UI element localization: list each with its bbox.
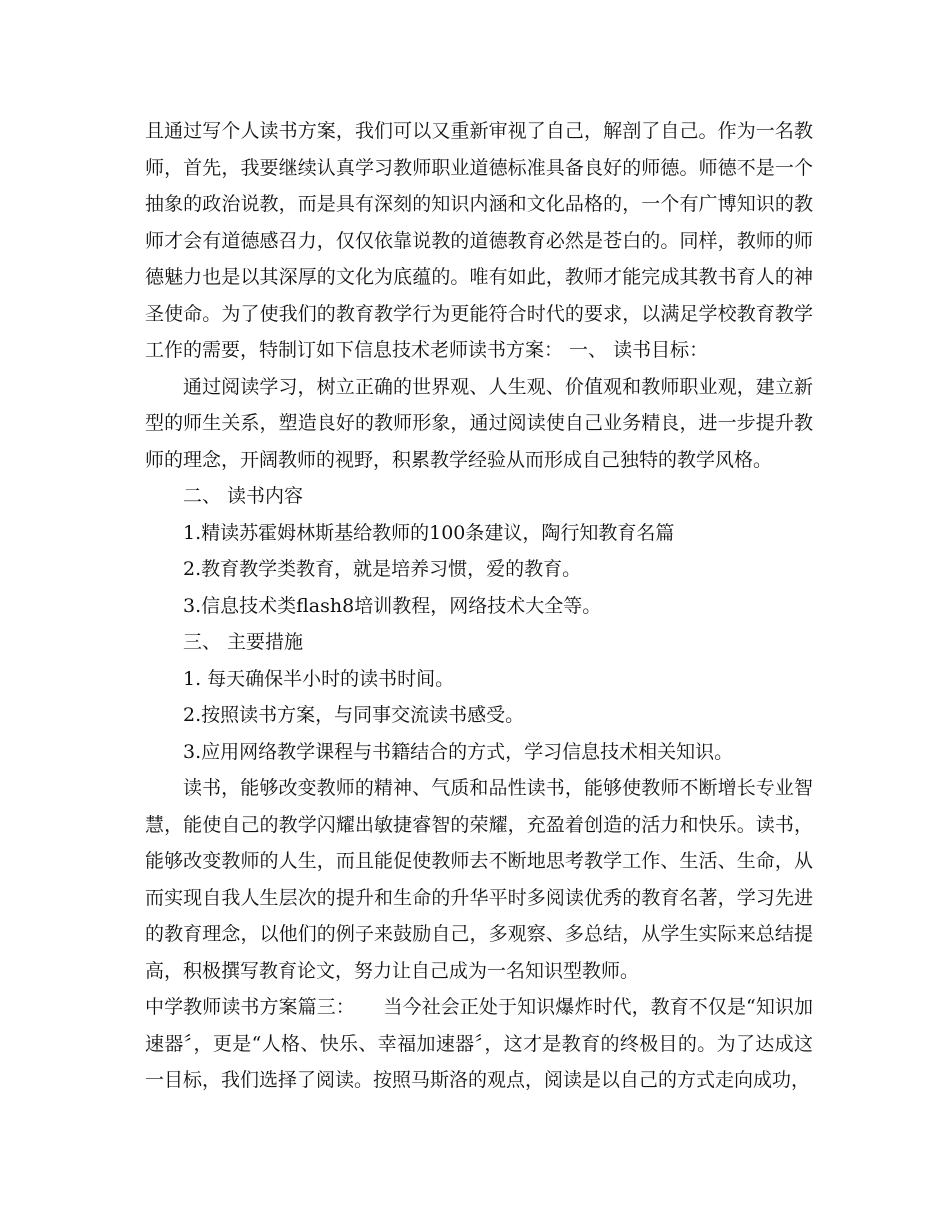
list-item-content-3: 3.信息技术类flash8培训教程，网络技术大全等。 bbox=[183, 594, 602, 617]
list-item-content-2: 2.教育教学类教育，就是培养习惯，爱的教育。 bbox=[183, 558, 582, 580]
list-item-measure-1: 1. 每天确保半小时的读书时间。 bbox=[183, 667, 455, 690]
paragraph-reading-benefits: 读书，能够改变教师的精神、气质和品性读书，能够使教师不断增长专业智慧，能使自己的教学闪耀出敏捷睿智的荣耀，充盈着创造的活力和快乐。读书，能够改变教师的人生，而且能促使教师去不断地思考教学工作、生活、生命，从而实现自我人生层次的提升和生命的升华平时多阅读优秀的教育名著，学习先进的教育理念，以他们的例子来鼓励自己，多观察、多总结，从学生实际来总结提高，积极撰写教育论文，努力让自己成为一名知识型教师。 bbox=[145, 777, 813, 982]
list-item-content-1: 1.精读苏霍姆林斯基给教师的100条建议，陶行知教育名篇 bbox=[183, 521, 675, 544]
list-item-measure-3: 3.应用网络教学课程与书籍结合的方式，学习信息技术相关知识。 bbox=[183, 740, 734, 763]
document-body bbox=[145, 113, 813, 1099]
paragraph-intro: 且通过写个人读书方案，我们可以又重新审视了自己，解剖了自己。作为一名教师，首先，我要继续认真学习教师职业道德标准具备良好的师德。师德不是一个抽象的政治说教，而是具有深刻的知识内涵和文化品格的，一个有广博知识的教师才会有道德感召力，仅仅依靠说教的道德教育必然是苍白的。同样，教师的师德魅力也是以其深厚的文化为底蕴的。唯有如此，教师才能完成其教书育人的神圣使命。为了使我们的教育教学行为更能符合时代的要求，以满足学校教育教学工作的需要，特制订如下信息技术老师读书方案： 一、 读书目标： bbox=[145, 120, 813, 361]
section-heading-main-measures: 三、 主要措施 bbox=[183, 631, 304, 653]
list-item-measure-2: 2.按照读书方案，与同事交流读书感受。 bbox=[183, 704, 525, 726]
section-heading-reading-content: 二、 读书内容 bbox=[183, 485, 304, 507]
paragraph-plan-three: 中学教师读书方案篇三： 当今社会正处于知识爆炸时代，教育不仅是“知识加速器〞，更是“人格、快乐、幸福加速器〞，这才是教育的终极目的。为了达成这一目标，我们选择了阅读。按照马斯洛的观点，阅读是以自己的方式走向成功， bbox=[145, 996, 813, 1091]
paragraph-reading-goals: 通过阅读学习，树立正确的世界观、人生观、价值观和教师职业观，建立新型的师生关系，塑造良好的教师形象，通过阅读使自己业务精良，进一步提升教师的理念，开阔教师的视野，积累教学经验从而形成自己独特的教学风格。 bbox=[145, 375, 813, 471]
